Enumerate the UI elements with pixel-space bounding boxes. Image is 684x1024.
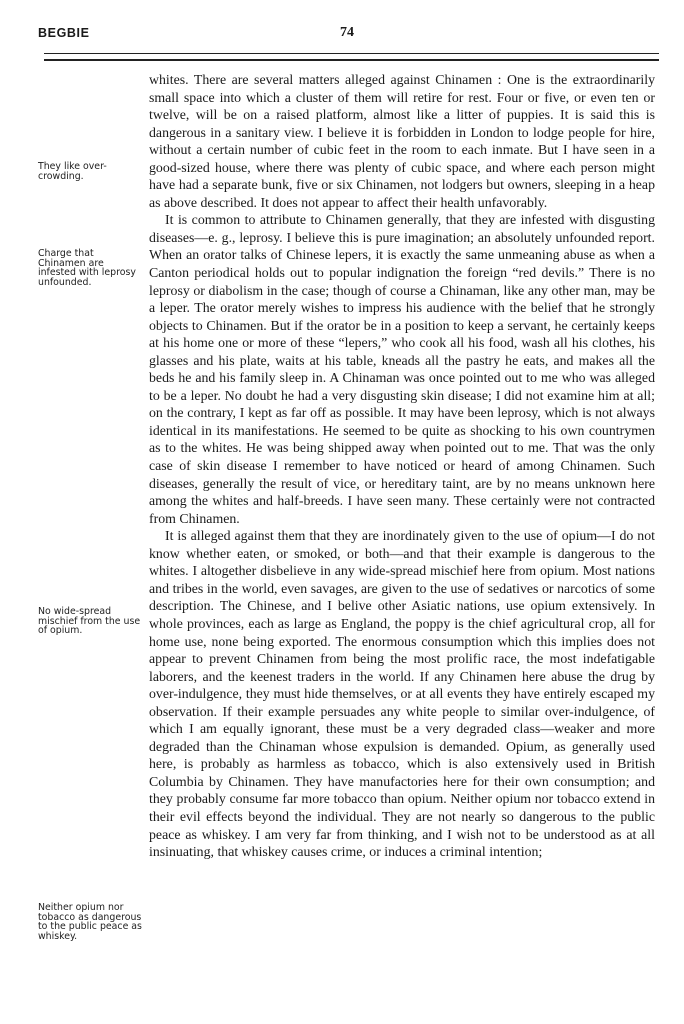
margin-note-opium: No wide-spread mischief from the use of opium. bbox=[38, 606, 141, 637]
paragraph-opium: It is alleged against them that they are inordinately given to the use of opium—I do not know whether eaten, or smoked, or both—and that their example is dangerous to the whites. I altogether disbelieve in any wide-spread mischief here from opium. Most nations and tribes in the world, even savages, are given to the use of sedatives or narcotics of some description. The Chinese, and I belive other Asiatic nations, use opium extensively. In whole provinces, each as large as England, the poppy is the chief agricultural crop, all for home use, none being exported. The enormous consumption which this implies does not appear to prevent Chinamen from being the most prolific race, the most indefatigable laborers, and the keenest traders in the world. If any Chinamen here abuse the drug by over-indulgence, they must hide themselves, or at all events they have entirely escaped my observation. If their example persuades any white people to similar over-indulgence, of which I am equally ignorant, these must be a very degraded class—weaker and more degraded than the Chinaman whose expulsion is demanded. Opium, as generally used here, is probably as harmless as tobacco, which is also extensively used in British Columbia by Chinamen. They have manufactories here for their own consumption; and they probably consume far more tobacco than opium. Neither opium nor tobacco extend in their evil effects beyond the individual. They are not nearly so dangerous to the public peace as whiskey. I am very far from thinking, and I wish not to be understood as at all insinuating, that whiskey causes crime, or induces a criminal intention; bbox=[149, 528, 655, 860]
paragraph-leprosy: It is common to attribute to Chinamen generally, that they are infested with disgusting diseases—e. g., leprosy. I believe this is pure imagination; an absolutely unfounded report. When an orator talks of Chinese lepers, it is exactly the same unmeaning abuse as when a Canton periodical holds out to popular indignation the foreign “red devils.” There is no leprosy or diabolism in the case; though of course a Chinaman, like any other man, may be a leper. The orator merely wishes to impress his audience with the belief that he strongly objects to Chinamen. But if the orator be in a position to keep a servant, he certainly keeps at his home one or more of these “lepers,” who cook all his food, wash all his clothes, his glasses and his plate, waits at his table, kneads all the pastry he eats, and makes all the beds he and his family sleep in. A Chinaman was once pointed out to me who was alleged to be a leper. No doubt he had a very disgusting skin disease; I did not examine him at all; on the contrary, I kept as far off as possible. It may have been leprosy, which is not always identical in its manifestations. He seemed to be quite as shocking to his own countrymen as to the whites. He was being shipped away when pointed out to me. That was the only case of skin disease I remember to have noticed or heard of among Chinamen. Such diseases, generally the result of vice, or hereditary taint, are by no means unknown here among the whites and half-breeds. I have seen many. These certainly were not contracted from Chinamen. bbox=[149, 212, 655, 526]
body-text bbox=[149, 71, 655, 861]
header-rule-thick bbox=[44, 59, 659, 61]
header-rule-thin bbox=[44, 53, 659, 54]
margin-note-whiskey: Neither opium nor tobacco as dangerous to the public peace as whiskey. bbox=[38, 902, 142, 942]
margin-note-overcrowding: They like over-crowding. bbox=[38, 161, 107, 182]
page-number: 74 bbox=[340, 25, 354, 40]
running-title: BEGBIE bbox=[38, 26, 90, 40]
margin-note-leprosy: Charge that Chinamen are infested with leprosy unfounded. bbox=[38, 248, 136, 288]
paragraph-overcrowding: whites. There are several matters alleged against Chinamen : One is the extraordinarily small space into which a cluster of them will retire for rest. Four or five, or even ten or twelve, will be on a raised platform, almost like a litter of puppies. It is said this is dangerous in a sanitary view. I believe it is forbidden in London to lodge people for hire, without a certain number of cubic feet in the room to each inmate. But I have seen in a good-sized house, where there was plenty of cubic space, and where each person might have had a separate bunk, five or six Chinamen, not lodgers but owners, sleeping in a heap as above described. It does not appear to affect their health unfavorably. bbox=[149, 72, 655, 210]
running-header bbox=[38, 26, 658, 46]
